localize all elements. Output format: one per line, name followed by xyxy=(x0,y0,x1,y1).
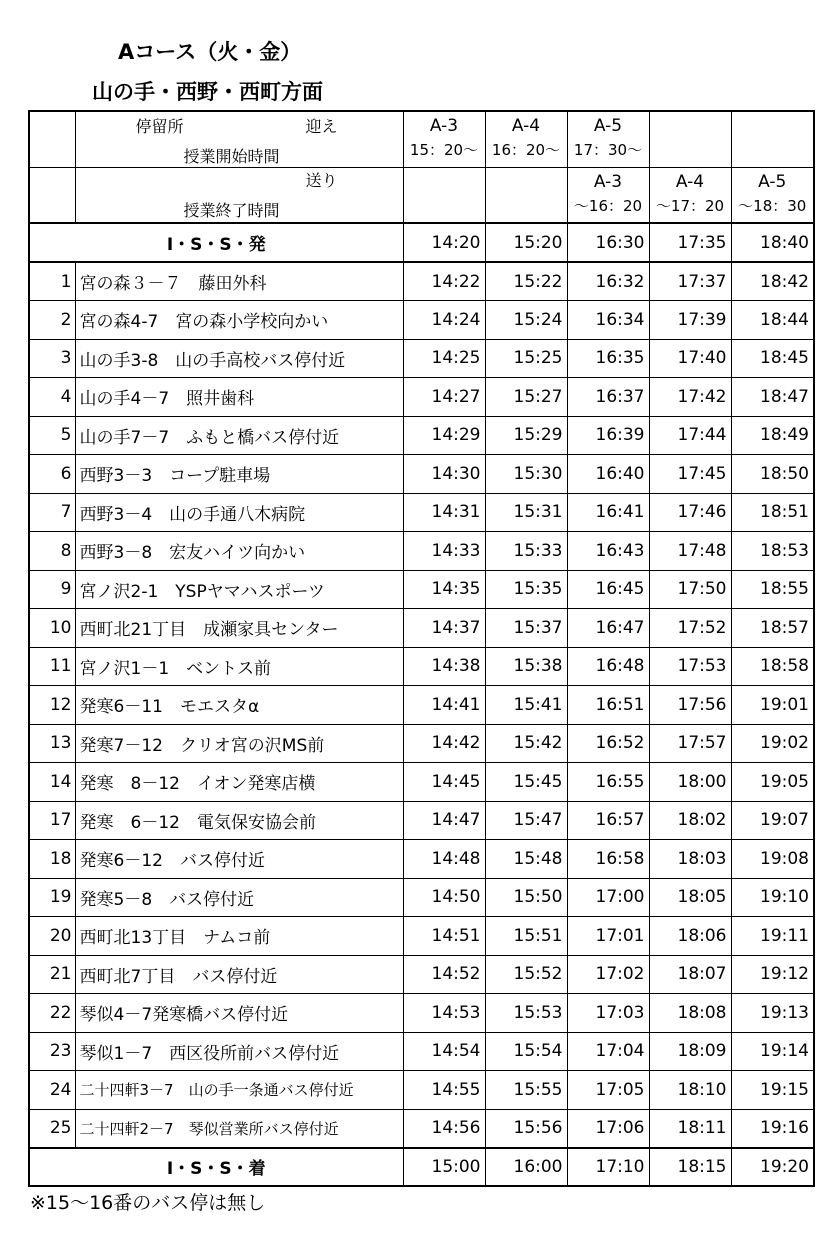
stop-number: 20 xyxy=(29,917,75,956)
stop-name: 西町北21丁目 成瀬家具センター xyxy=(75,609,403,648)
time-cell: 19:12 xyxy=(731,955,814,994)
time-cell: 18:05 xyxy=(649,878,731,917)
time-cell: 16:57 xyxy=(567,801,649,840)
time-cell: 15:29 xyxy=(485,416,567,455)
stop-number: 14 xyxy=(29,763,75,802)
table-row xyxy=(29,801,814,840)
table-row xyxy=(29,609,814,648)
time-cell: 17:39 xyxy=(649,301,731,340)
arrival-row-label: I・S・S・着 xyxy=(29,1148,403,1187)
time-cell: 15:22 xyxy=(485,262,567,301)
departure-row-label: I・S・S・発 xyxy=(29,223,403,262)
time-cell: 15:54 xyxy=(485,1032,567,1071)
stop-name: 西野3－4 山の手通八木病院 xyxy=(75,493,403,532)
time-cell: 19:15 xyxy=(731,1071,814,1110)
time-cell: 18:07 xyxy=(649,955,731,994)
time-cell: 18:58 xyxy=(731,647,814,686)
dropoff-course-cell xyxy=(403,167,485,223)
table-row xyxy=(29,724,814,763)
stop-number: 23 xyxy=(29,1032,75,1071)
pickup-label: 迎え xyxy=(305,117,338,136)
stop-name: 宮の森4-7 宮の森小学校向かい xyxy=(75,301,403,340)
time-cell: 19:10 xyxy=(731,878,814,917)
time-cell: 18:06 xyxy=(649,917,731,956)
time-cell: 19:01 xyxy=(731,686,814,725)
time-cell: 17:04 xyxy=(567,1032,649,1071)
time-cell: 17:06 xyxy=(567,1109,649,1148)
time-cell: 15:53 xyxy=(485,994,567,1033)
time-cell: 14:51 xyxy=(403,917,485,956)
time-cell: 19:16 xyxy=(731,1109,814,1148)
time-cell: 14:29 xyxy=(403,416,485,455)
stop-number: 19 xyxy=(29,878,75,917)
time-cell: 17:40 xyxy=(649,339,731,378)
table-row xyxy=(29,647,814,686)
stop-number: 25 xyxy=(29,1109,75,1148)
time-cell: 14:37 xyxy=(403,609,485,648)
pickup-course-cell xyxy=(731,111,814,167)
time-cell: 18:09 xyxy=(649,1032,731,1071)
time-cell: 18:11 xyxy=(649,1109,731,1148)
stop-name: 西野3－3 コープ駐車場 xyxy=(75,455,403,494)
time-cell: 14:30 xyxy=(403,455,485,494)
table-row xyxy=(29,339,814,378)
time-cell: 17:02 xyxy=(567,955,649,994)
time-cell: 14:42 xyxy=(403,724,485,763)
time-cell: 19:02 xyxy=(731,724,814,763)
time-cell: 15:00 xyxy=(403,1148,485,1187)
stop-number: 2 xyxy=(29,301,75,340)
stop-name: 発寒 6－12 電気保安協会前 xyxy=(75,801,403,840)
stop-number: 18 xyxy=(29,840,75,879)
time-cell: 16:35 xyxy=(567,339,649,378)
dropoff-course-name: A-3 xyxy=(593,171,623,192)
stop-number: 1 xyxy=(29,262,75,301)
table-row xyxy=(29,378,814,417)
time-cell: 17:48 xyxy=(649,532,731,571)
time-cell: 17:05 xyxy=(567,1071,649,1110)
time-cell: 16:34 xyxy=(567,301,649,340)
pickup-course-name: A-3 xyxy=(429,116,459,136)
stop-name: 発寒6－12 バス停付近 xyxy=(75,840,403,879)
stop-number: 12 xyxy=(29,686,75,725)
table-row xyxy=(29,262,814,301)
stop-name: 発寒5－8 バス停付近 xyxy=(75,878,403,917)
stop-label: 停留所 xyxy=(135,117,184,136)
time-cell: 18:45 xyxy=(731,339,814,378)
time-cell: 16:30 xyxy=(567,223,649,262)
class-start-label: 授業開始時間 xyxy=(183,147,280,166)
time-cell: 15:24 xyxy=(485,301,567,340)
header-row-pickup xyxy=(29,111,814,167)
time-cell: 16:45 xyxy=(567,570,649,609)
dropoff-course-cell xyxy=(485,167,567,223)
time-cell: 14:20 xyxy=(403,223,485,262)
time-cell: 15:42 xyxy=(485,724,567,763)
time-cell: 15:33 xyxy=(485,532,567,571)
time-cell: 16:37 xyxy=(567,378,649,417)
time-cell: 16:51 xyxy=(567,686,649,725)
stop-name: 発寒6－11 モエスタα xyxy=(75,686,403,725)
time-cell: 14:25 xyxy=(403,339,485,378)
time-cell: 15:56 xyxy=(485,1109,567,1148)
dropoff-course-time: ～16：20 xyxy=(573,196,643,215)
time-cell: 17:45 xyxy=(649,455,731,494)
time-cell: 14:24 xyxy=(403,301,485,340)
time-cell: 14:56 xyxy=(403,1109,485,1148)
time-cell: 14:27 xyxy=(403,378,485,417)
time-cell: 16:41 xyxy=(567,493,649,532)
time-cell: 14:53 xyxy=(403,994,485,1033)
time-cell: 14:55 xyxy=(403,1071,485,1110)
time-cell: 16:47 xyxy=(567,609,649,648)
time-cell: 18:57 xyxy=(731,609,814,648)
stop-name: 山の手3-8 山の手高校バス停付近 xyxy=(75,339,403,378)
header-corner-cell-2 xyxy=(29,167,75,223)
time-cell: 19:13 xyxy=(731,994,814,1033)
table-row xyxy=(29,532,814,571)
stop-number: 6 xyxy=(29,455,75,494)
class-end-label: 授業終了時間 xyxy=(183,200,280,220)
time-cell: 14:45 xyxy=(403,763,485,802)
table-row xyxy=(29,917,814,956)
page-title: Aコース（火・金） xyxy=(118,40,302,64)
time-cell: 18:55 xyxy=(731,570,814,609)
stop-number: 24 xyxy=(29,1071,75,1110)
stop-name: 山の手4－7 照井歯科 xyxy=(75,378,403,417)
pickup-course-time: 16：20～ xyxy=(491,141,561,159)
table-row xyxy=(29,455,814,494)
time-cell: 16:52 xyxy=(567,724,649,763)
stop-number: 9 xyxy=(29,570,75,609)
time-cell: 14:50 xyxy=(403,878,485,917)
time-cell: 14:38 xyxy=(403,647,485,686)
time-cell: 15:20 xyxy=(485,223,567,262)
stop-number: 4 xyxy=(29,378,75,417)
time-cell: 18:51 xyxy=(731,493,814,532)
dropoff-course-cell xyxy=(731,167,814,223)
time-cell: 15:48 xyxy=(485,840,567,879)
dropoff-course-cell xyxy=(567,167,649,223)
stop-name: 山の手7－7 ふもと橋バス停付近 xyxy=(75,416,403,455)
time-cell: 18:40 xyxy=(731,223,814,262)
time-cell: 15:52 xyxy=(485,955,567,994)
dropoff-course-name: A-4 xyxy=(675,171,705,192)
pickup-course-name: A-5 xyxy=(593,116,623,136)
time-cell: 15:30 xyxy=(485,455,567,494)
stop-name: 宮ノ沢1－1 ベントス前 xyxy=(75,647,403,686)
time-cell: 15:27 xyxy=(485,378,567,417)
pickup-course-cell xyxy=(649,111,731,167)
time-cell: 17:01 xyxy=(567,917,649,956)
pickup-course-cell xyxy=(567,111,649,167)
page-subtitle: 山の手・西野・西町方面 xyxy=(92,80,323,104)
time-cell: 17:37 xyxy=(649,262,731,301)
time-cell: 18:49 xyxy=(731,416,814,455)
stop-name: 琴似1－7 西区役所前バス停付近 xyxy=(75,1032,403,1071)
time-cell: 14:47 xyxy=(403,801,485,840)
pickup-course-name: A-4 xyxy=(511,116,541,136)
dropoff-label: 送り xyxy=(305,170,338,190)
time-cell: 19:08 xyxy=(731,840,814,879)
time-cell: 18:03 xyxy=(649,840,731,879)
table-row xyxy=(29,878,814,917)
arrival-row xyxy=(29,1148,814,1187)
time-cell: 14:52 xyxy=(403,955,485,994)
time-cell: 18:08 xyxy=(649,994,731,1033)
table-row xyxy=(29,570,814,609)
stop-number: 17 xyxy=(29,801,75,840)
time-cell: 17:10 xyxy=(567,1148,649,1187)
time-cell: 18:50 xyxy=(731,455,814,494)
time-cell: 16:58 xyxy=(567,840,649,879)
table-row xyxy=(29,955,814,994)
time-cell: 14:33 xyxy=(403,532,485,571)
stop-number: 8 xyxy=(29,532,75,571)
time-cell: 18:02 xyxy=(649,801,731,840)
table-row xyxy=(29,301,814,340)
time-cell: 14:54 xyxy=(403,1032,485,1071)
stop-name: 琴似4－7発寒橋バス停付近 xyxy=(75,994,403,1033)
pickup-course-time: 15：20～ xyxy=(409,141,479,159)
header-corner-cell xyxy=(29,111,75,167)
table-row xyxy=(29,1071,814,1110)
time-cell: 19:20 xyxy=(731,1148,814,1187)
time-cell: 16:48 xyxy=(567,647,649,686)
time-cell: 17:46 xyxy=(649,493,731,532)
time-cell: 14:35 xyxy=(403,570,485,609)
table-row xyxy=(29,840,814,879)
time-cell: 14:48 xyxy=(403,840,485,879)
header-row-dropoff xyxy=(29,167,814,223)
dropoff-course-time: ～17：20 xyxy=(655,196,725,215)
stop-number: 3 xyxy=(29,339,75,378)
time-cell: 18:00 xyxy=(649,763,731,802)
time-cell: 17:53 xyxy=(649,647,731,686)
stop-number: 22 xyxy=(29,994,75,1033)
time-cell: 17:00 xyxy=(567,878,649,917)
time-cell: 16:55 xyxy=(567,763,649,802)
stop-number: 21 xyxy=(29,955,75,994)
departure-row xyxy=(29,223,814,262)
dropoff-course-cell xyxy=(649,167,731,223)
time-cell: 16:32 xyxy=(567,262,649,301)
time-cell: 15:37 xyxy=(485,609,567,648)
pickup-course-cell xyxy=(485,111,567,167)
time-cell: 17:44 xyxy=(649,416,731,455)
time-cell: 18:42 xyxy=(731,262,814,301)
time-cell: 17:42 xyxy=(649,378,731,417)
stop-name: 発寒7－12 クリオ宮の沢MS前 xyxy=(75,724,403,763)
time-cell: 18:44 xyxy=(731,301,814,340)
time-cell: 18:15 xyxy=(649,1148,731,1187)
time-cell: 15:41 xyxy=(485,686,567,725)
table-row xyxy=(29,686,814,725)
stop-name: 二十四軒2－7 琴似営業所バス停付近 xyxy=(75,1109,403,1148)
table-row xyxy=(29,1109,814,1148)
schedule-table xyxy=(28,110,815,1187)
time-cell: 17:52 xyxy=(649,609,731,648)
table-row xyxy=(29,493,814,532)
header-pickup-cell xyxy=(75,111,403,167)
time-cell: 15:31 xyxy=(485,493,567,532)
footnote: ※15～16番のバス停は無し xyxy=(30,1192,266,1214)
stop-number: 11 xyxy=(29,647,75,686)
time-cell: 15:55 xyxy=(485,1071,567,1110)
dropoff-course-time: ～18：30 xyxy=(738,196,807,215)
table-row xyxy=(29,1032,814,1071)
pickup-course-time: 17：30～ xyxy=(573,141,643,159)
header-dropoff-cell xyxy=(75,167,403,223)
time-cell: 18:53 xyxy=(731,532,814,571)
time-cell: 17:03 xyxy=(567,994,649,1033)
time-cell: 15:35 xyxy=(485,570,567,609)
time-cell: 15:51 xyxy=(485,917,567,956)
table-row xyxy=(29,994,814,1033)
time-cell: 15:45 xyxy=(485,763,567,802)
time-cell: 18:10 xyxy=(649,1071,731,1110)
time-cell: 15:25 xyxy=(485,339,567,378)
time-cell: 17:57 xyxy=(649,724,731,763)
time-cell: 15:47 xyxy=(485,801,567,840)
time-cell: 17:56 xyxy=(649,686,731,725)
dropoff-course-name: A-5 xyxy=(758,171,787,192)
time-cell: 14:22 xyxy=(403,262,485,301)
time-cell: 19:05 xyxy=(731,763,814,802)
stop-number: 7 xyxy=(29,493,75,532)
stop-number: 13 xyxy=(29,724,75,763)
time-cell: 16:39 xyxy=(567,416,649,455)
time-cell: 15:50 xyxy=(485,878,567,917)
stop-name: 二十四軒3－7 山の手一条通バス停付近 xyxy=(75,1071,403,1110)
time-cell: 16:43 xyxy=(567,532,649,571)
table-row xyxy=(29,763,814,802)
time-cell: 18:47 xyxy=(731,378,814,417)
stop-name: 宮ノ沢2-1 YSPヤマハスポーツ xyxy=(75,570,403,609)
time-cell: 17:35 xyxy=(649,223,731,262)
time-cell: 19:07 xyxy=(731,801,814,840)
time-cell: 14:41 xyxy=(403,686,485,725)
stop-name: 西町北13丁目 ナムコ前 xyxy=(75,917,403,956)
pickup-course-cell xyxy=(403,111,485,167)
stop-name: 宮の森３－７ 藤田外科 xyxy=(75,262,403,301)
stop-name: 発寒 8－12 イオン発寒店横 xyxy=(75,763,403,802)
stop-number: 5 xyxy=(29,416,75,455)
time-cell: 16:40 xyxy=(567,455,649,494)
stop-name: 西野3－8 宏友ハイツ向かい xyxy=(75,532,403,571)
stop-number: 10 xyxy=(29,609,75,648)
time-cell: 15:38 xyxy=(485,647,567,686)
time-cell: 17:50 xyxy=(649,570,731,609)
table-row xyxy=(29,416,814,455)
time-cell: 19:11 xyxy=(731,917,814,956)
time-cell: 16:00 xyxy=(485,1148,567,1187)
time-cell: 19:14 xyxy=(731,1032,814,1071)
time-cell: 14:31 xyxy=(403,493,485,532)
stop-name: 西町北7丁目 バス停付近 xyxy=(75,955,403,994)
